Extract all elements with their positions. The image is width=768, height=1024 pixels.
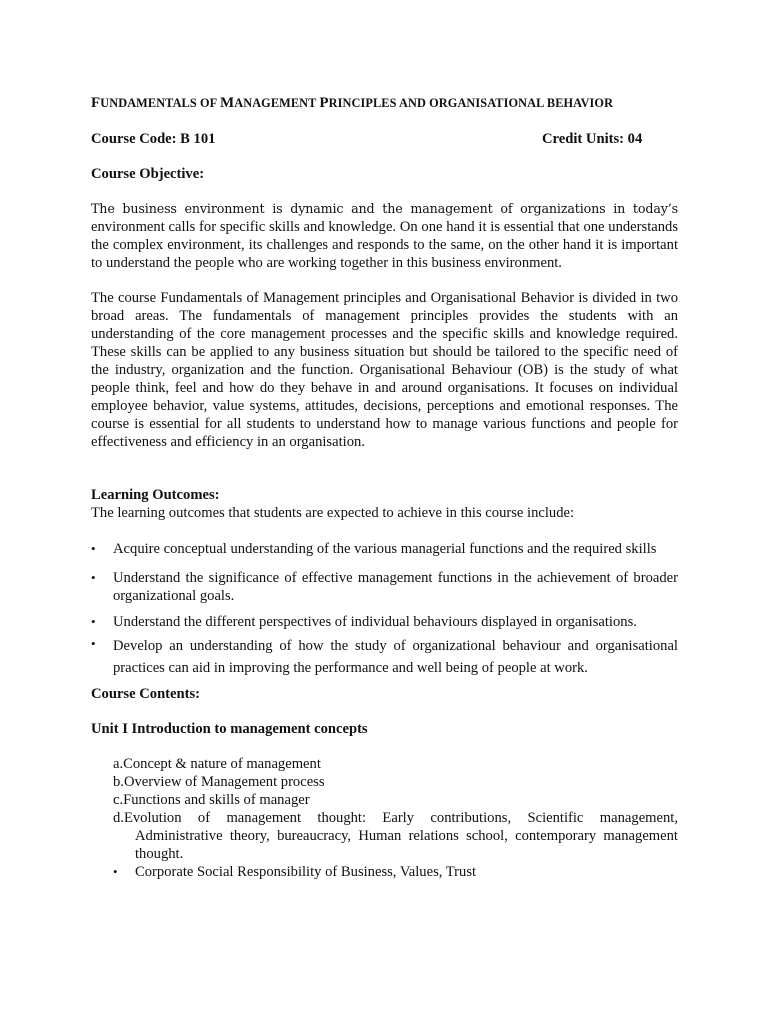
unit-heading: Unit I Introduction to management concepts [91,721,368,737]
objective-paragraph-1-first-line: The business environment is dynamic and the management of organizations in today’s [91,201,678,216]
objective-paragraph-2: The course Fundamentals of Management principles and Organisational Behavior is divided in two broad areas. The fundamentals of management principles provides the students with an understanding of the core management processes and the specific skills and knowledge required. These skills can be applied to any business situation but should be tailored to the specific need of the industry, organization and the function. Organisational Behaviour (OB) is the study of what people think, feel and how do they behave in and around organisations. It focuses on individual employee behavior, value systems, attitudes, decisions, perceptions and emotional responses. The course is essential for all students to understand how to manage various functions and people for effectiveness and efficiency in an organisation. [91,290,678,450]
bullet-icon: • [91,541,96,556]
unit-topics-list [113,755,678,863]
list-item: b.Overview of Management process [113,774,325,790]
objective-heading: Course Objective: [91,166,205,182]
outcomes-heading: Learning Outcomes: [91,487,220,503]
outcomes-intro: The learning outcomes that students are expected to achieve in this course include: [91,505,575,521]
outcome-text: Acquire conceptual understanding of the various managerial functions and the required skills [113,541,657,557]
objective-paragraph-1 [91,200,678,272]
contents-heading: Course Contents: [91,686,201,702]
bullet-icon: • [113,864,118,879]
outcome-text: Develop an understanding of how the study of organizational behaviour and organisational practices can aid in improving the performance and well being of people at work. [113,638,678,676]
list-item: c.Functions and skills of manager [113,792,310,808]
objective-paragraph-1-body: environment calls for specific skills and knowledge. On one hand it is essential that one understands the complex environment, its challenges and responds to the same, on the other hand it is important to understand the people who are working together in this business environment. [91,219,678,271]
bullet-icon: • [91,570,96,585]
unit-bullet-text: Corporate Social Responsibility of Business, Values, Trust [135,864,477,880]
document-title: FUNDAMENTALS OF MANAGEMENT PRINCIPLES AND ORGANISATIONAL BEHAVIOR [91,95,614,111]
bullet-icon: • [91,636,96,651]
list-item: a.Concept & nature of management [113,756,321,772]
credit-units: Credit Units: 04 [542,131,643,147]
bullet-icon: • [91,614,96,629]
outcome-text: Understand the different perspectives of individual behaviours displayed in organisations. [113,614,637,630]
list-item: d.Evolution of management thought: Early contributions, Scientific management, Administrative theory, bureaucracy, Human relations school, contemporary management thought. [113,810,678,862]
outcome-text: Understand the significance of effective management functions in the achievement of broader organizational goals. [113,570,678,604]
course-code: Course Code: B 101 [91,131,216,147]
